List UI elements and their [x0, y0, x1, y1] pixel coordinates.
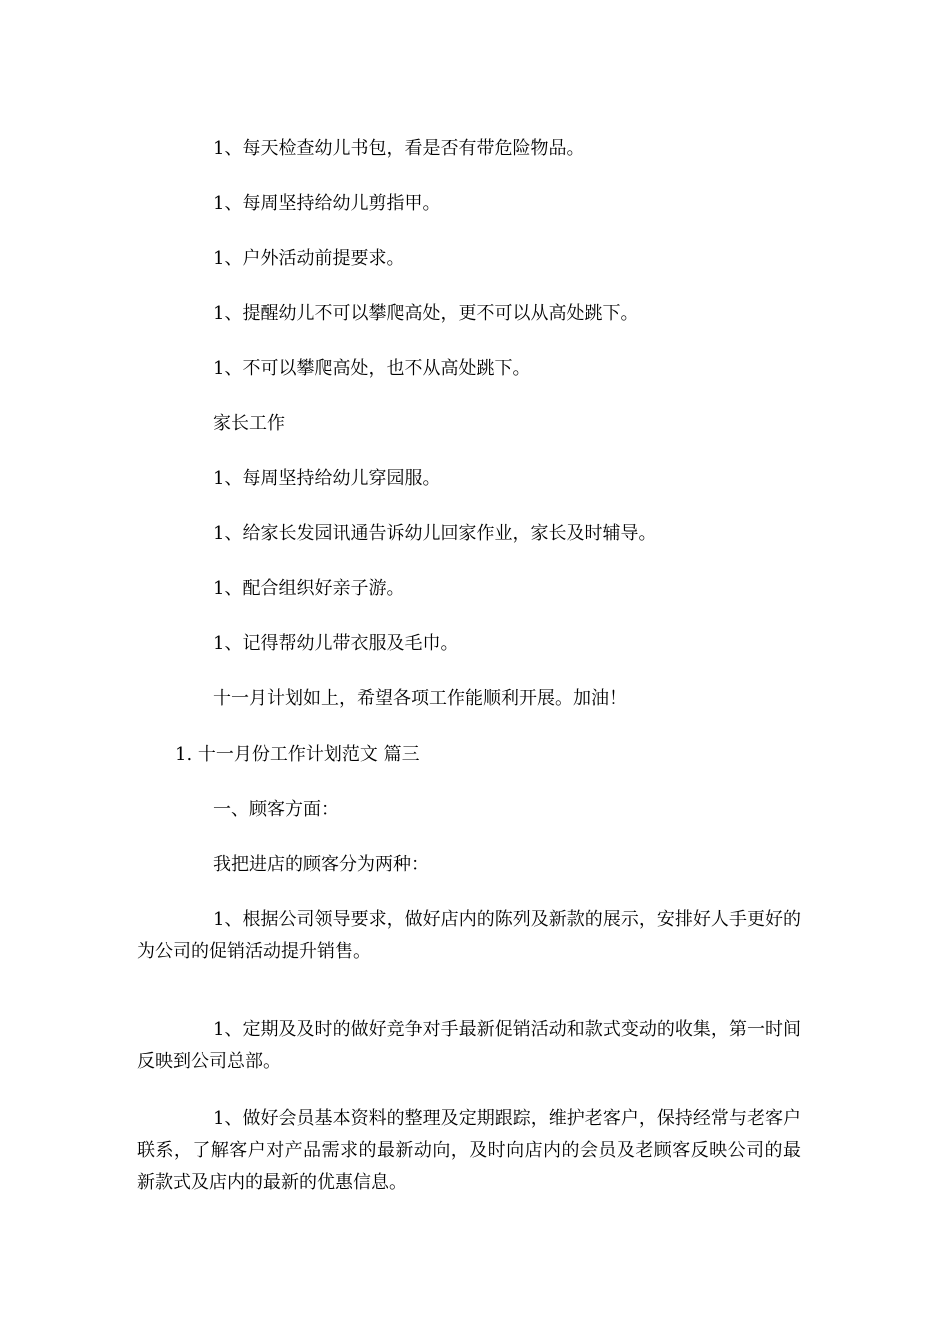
paragraph: 1、定期及及时的做好竞争对手最新促销活动和款式变动的收集，第一时间反映到公司总部。: [137, 1019, 801, 1072]
text-line: 一、顾客方面：: [213, 799, 339, 820]
paragraph: 1、根据公司领导要求，做好店内的陈列及新款的展示，安排好人手更好的为公司的促销活动提升销售。: [137, 909, 801, 962]
text-line: 1、每周坚持给幼儿穿园服。: [213, 468, 441, 489]
text-line: 1、给家长发园讯通告诉幼儿回家作业，家长及时辅导。: [213, 523, 657, 544]
text-line: 1、配合组织好亲子游。: [213, 578, 405, 599]
text-line: 1、户外活动前提要求。: [213, 248, 405, 269]
section-heading: 1. 十一月份工作计划范文 篇三: [175, 744, 420, 765]
text-line: 1、不可以攀爬高处，也不从高处跳下。: [213, 358, 531, 379]
text-line: 1、每周坚持给幼儿剪指甲。: [213, 193, 441, 214]
text-line: 1、提醒幼儿不可以攀爬高处，更不可以从高处跳下。: [213, 303, 639, 324]
subheading: 家长工作: [213, 413, 285, 434]
text-line: 十一月计划如上，希望各项工作能顺利开展。加油！: [213, 688, 627, 709]
text-line: 1、记得帮幼儿带衣服及毛巾。: [213, 633, 459, 654]
text-line: 我把进店的顾客分为两种：: [213, 854, 429, 875]
paragraph: 1、做好会员基本资料的整理及定期跟踪，维护老客户，保持经常与老客户联系，了解客户对产品需求的最新动向，及时向店内的会员及老顾客反映公司的最新款式及店内的最新的优惠信息。: [137, 1108, 801, 1193]
text-line: 1、每天检查幼儿书包，看是否有带危险物品。: [213, 138, 585, 159]
